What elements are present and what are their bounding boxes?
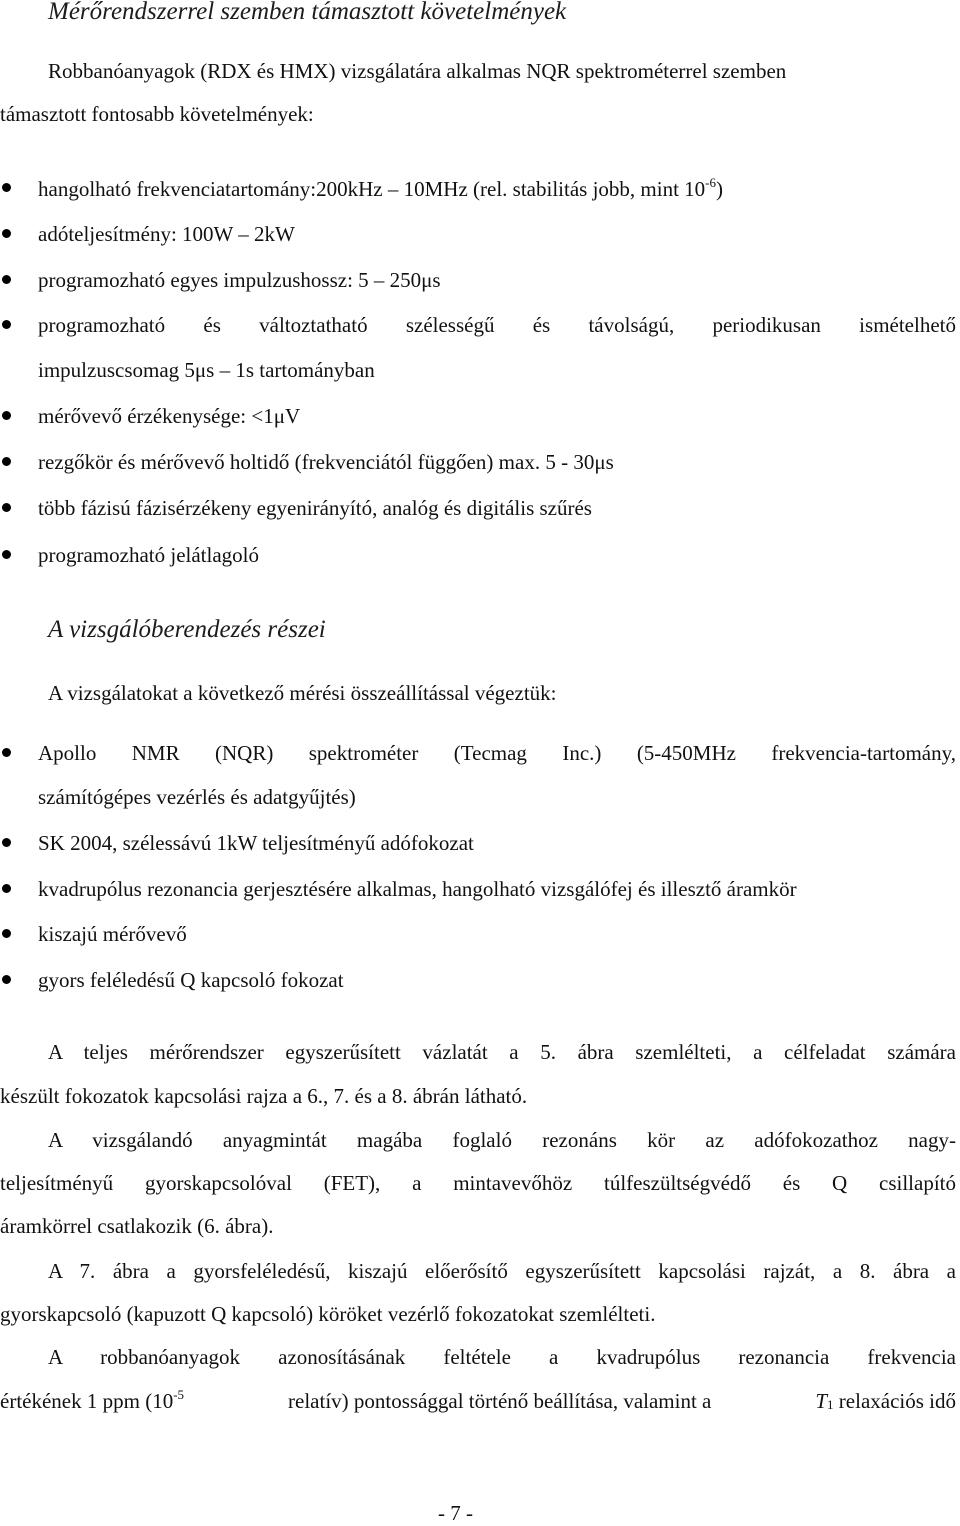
part-item-continuation: számítógépes vezérlés és adatgyűjtés) [38,785,356,809]
bullet-icon [2,183,11,192]
setup-intro: A vizsgálatokat a következő mérési összeállítással végeztük: [48,681,557,705]
text-run-b: relatív) pontossággal történő beállítása, valamint a [282,1389,717,1413]
requirement-item-continuation: impulzuscsomag 5μs – 1s tartományban [38,358,375,382]
bullet-icon [2,229,11,238]
text-run [0,1388,184,1414]
requirement-item: adóteljesítmény: 100W – 2kW [38,222,295,246]
requirement-item: rezgőkör és mérővevő holtidő (frekvenciától függően) max. 5 - 30μs [38,450,614,474]
bullet-icon [2,884,11,893]
requirement-item: mérővevő érzékenysége: <1μV [38,404,301,428]
bullet-icon [2,975,11,984]
part-item: kiszajú mérővevő [38,922,187,946]
requirement-item: több fázisú fázisérzékeny egyenirányító, analóg és digitális szűrés [38,496,592,520]
requirement-text: hangolható frekvenciatartomány:200kHz – 10MHz (rel. stabilitás jobb, mint 10 [38,177,706,201]
intro-line-2: támasztott fontosabb követelmények: [0,102,314,126]
text-run [815,1388,956,1414]
paragraph-line: A teljes mérőrendszer egyszerűsített vázlatát a 5. ábra szemlélteti, a célfeladat számára [48,1040,956,1064]
bullet-icon [2,929,11,938]
paragraph-line: A robbanóanyagok azonosításának feltétele a kvadrupólus rezonancia frekvencia [48,1345,956,1369]
bullet-icon [2,748,11,757]
bullet-icon [2,503,11,512]
paragraph-line: gyorskapcsoló (kapuzott Q kapcsoló) köröket vezérlő fokozatokat szemlélteti. [0,1302,656,1326]
page-number: - 7 - [438,1501,473,1525]
variable-t: T [815,1389,828,1413]
section-heading-2: A vizsgálóberendezés részei [48,616,326,643]
superscript: -6 [705,175,717,190]
intro-line-1: Robbanóanyagok (RDX és HMX) vizsgálatára alkalmas NQR spektrométerrel szemben [48,59,787,83]
paragraph-line [0,1388,956,1414]
requirement-end: ) [716,177,724,201]
bullet-icon [2,457,11,466]
bullet-icon [2,550,11,559]
paragraph-line: készült fokozatok kapcsolási rajza a 6., 7. és a 8. ábrán látható. [0,1084,528,1108]
requirement-item: programozható és változtatható szélességű és távolságú, periodikusan ismételhető [38,313,956,337]
requirement-item [38,176,723,202]
part-item: kvadrupólus rezonancia gerjesztésére alkalmas, hangolható vizsgálófej és illesztő áramkör [38,877,797,901]
paragraph-line: A 7. ábra a gyorsfeléledésű, kiszajú előerősítő egyszerűsített kapcsolási rajzát, a 8. ábra a [48,1259,956,1283]
paragraph-line: A vizsgálandó anyagmintát magába foglaló rezonáns kör az adófokozathoz nagy- [48,1128,956,1152]
subscript: 1 [827,1397,834,1412]
bullet-icon [2,320,11,329]
part-item: SK 2004, szélessávú 1kW teljesítményű adófokozat [38,831,474,855]
text-run-a: értékének 1 ppm (10 [0,1389,174,1413]
text-run-c: relaxációs idő [833,1389,956,1413]
bullet-icon [2,275,11,284]
paragraph-line: áramkörrel csatlakozik (6. ábra). [0,1214,274,1238]
bullet-icon [2,411,11,420]
paragraph-line: teljesítményű gyorskapcsolóval (FET), a mintavevőhöz túlfeszültségvédő és Q csillapító [0,1171,956,1195]
part-item: Apollo NMR (NQR) spektrométer (Tecmag Inc.) (5-450MHz frekvencia-tartomány, [38,741,956,765]
requirement-item: programozható egyes impulzushossz: 5 – 250μs [38,268,441,292]
requirement-item: programozható jelátlagoló [38,543,260,567]
part-item: gyors feléledésű Q kapcsoló fokozat [38,968,344,992]
bullet-icon [2,838,11,847]
section-heading: Mérőrendszerrel szemben támasztott követelmények [48,0,567,25]
superscript: -5 [173,1387,185,1402]
